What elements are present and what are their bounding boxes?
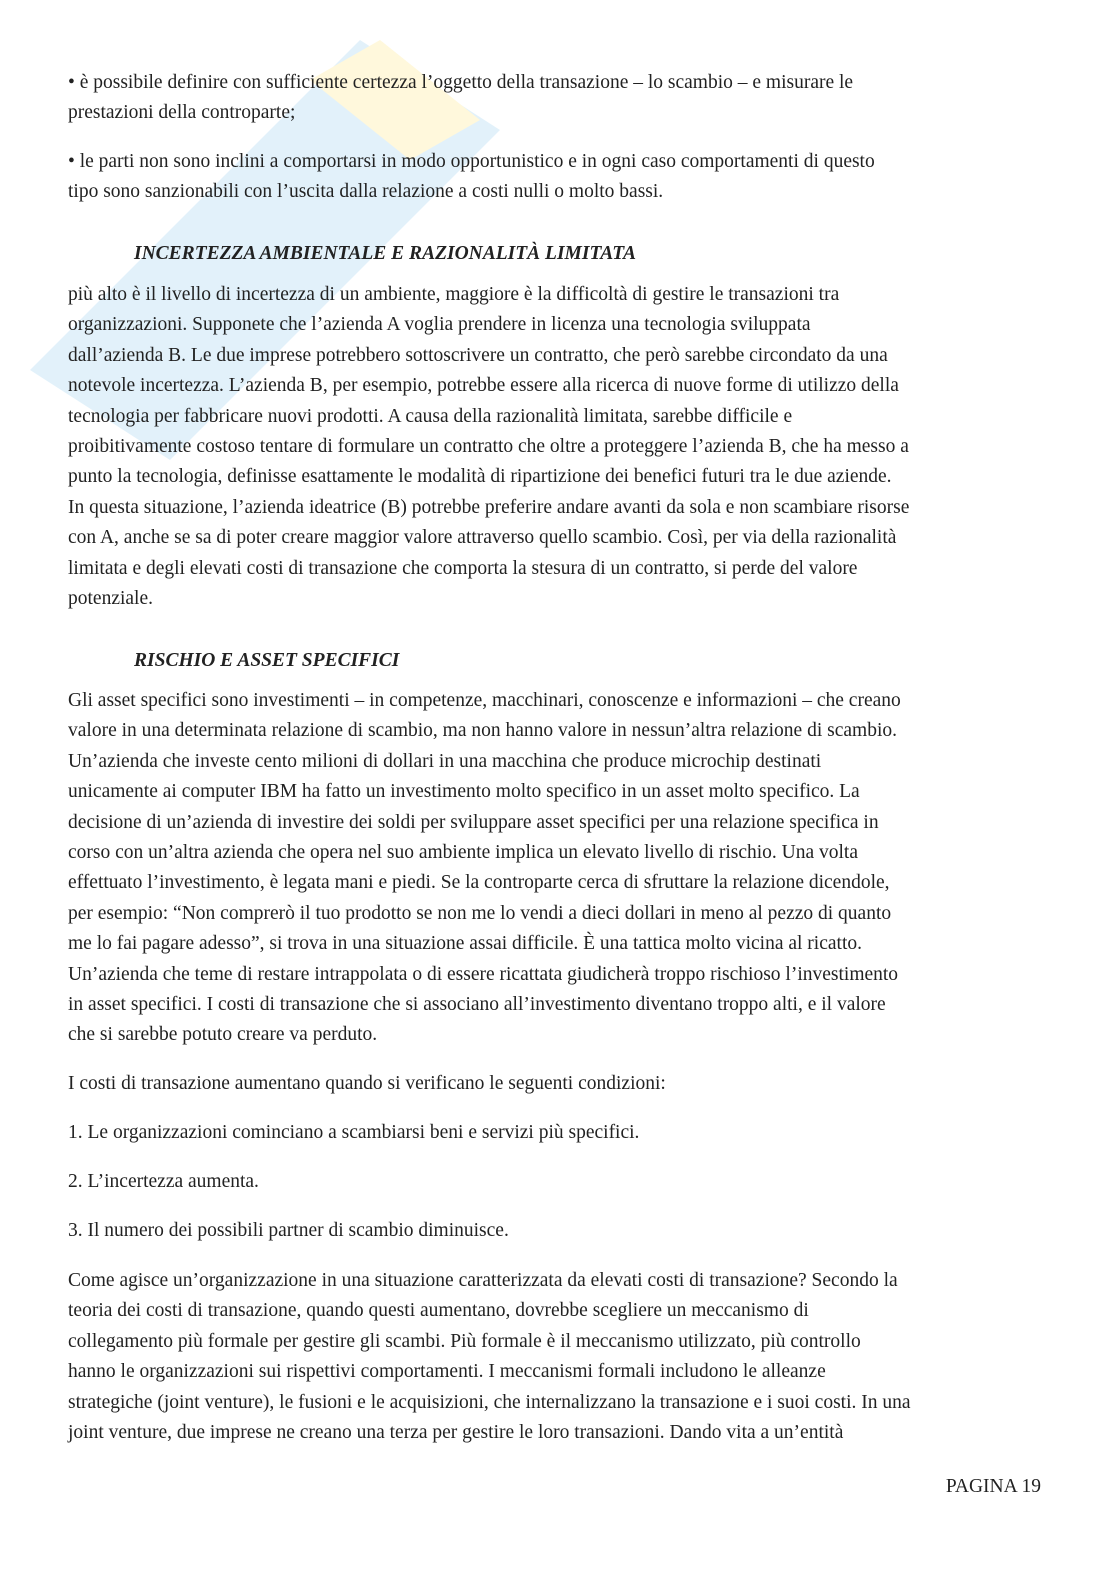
text-line: 2. L’incertezza aumenta. <box>68 1171 259 1192</box>
text-line: • le parti non sono inclini a comportarsi in modo opportunistico e in ogni caso comportamenti di questo <box>68 151 875 172</box>
text-line: notevole incertezza. L’azienda B, per esempio, potrebbe essere alla ricerca di nuove forme di utilizzo della <box>68 375 899 397</box>
text-line: tipo sono sanzionabili con l’uscita dalla relazione a costi nulli o molto bassi. <box>68 181 664 203</box>
text-line: valore in una determinata relazione di scambio, ma non hanno valore in nessun’altra relazione di scambio. <box>68 720 897 742</box>
text-line: proibitivamente costoso tentare di formulare un contratto che oltre a proteggere l’azienda B, che ha messo a <box>68 436 909 458</box>
text-line: decisione di un’azienda di investire dei soldi per sviluppare asset specifici per una relazione specifica in <box>68 811 879 833</box>
paragraph-intro <box>68 1069 666 1099</box>
text-line: Come agisce un’organizzazione in una situazione caratterizzata da elevati costi di transazione? Secondo la <box>68 1270 898 1291</box>
text-line: unicamente ai computer IBM ha fatto un investimento molto specifico in un asset molto specifico. La <box>68 781 860 803</box>
text-line: teoria dei costi di transazione, quando questi aumentano, dovrebbe scegliere un meccanismo di <box>68 1300 809 1322</box>
text-line: I costi di transazione aumentano quando si verificano le seguenti condizioni: <box>68 1073 666 1094</box>
text-line: organizzazioni. Supponete che l’azienda A voglia prendere in licenza una tecnologia sviluppata <box>68 314 811 336</box>
paragraph-incertezza <box>68 280 909 614</box>
text-line: prestazioni della controparte; <box>68 102 296 124</box>
text-line: in asset specifici. I costi di transazione che si associano all’investimento diventano troppo alti, e il valore <box>68 994 886 1016</box>
text-line: In questa situazione, l’azienda ideatrice (B) potrebbe preferire andare avanti da sola e non scambiare risorse <box>68 496 910 518</box>
bullet-2 <box>68 147 875 208</box>
text-line: dall’azienda B. Le due imprese potrebbero sottoscrivere un contratto, che però sarebbe circondato da una <box>68 344 888 366</box>
text-line: corso con un’altra azienda che opera nel suo ambiente implica un elevato livello di rischio. Una volta <box>68 842 859 864</box>
text-line: tecnologia per fabbricare nuovi prodotti. A causa della razionalità limitata, sarebbe difficile e <box>68 405 793 427</box>
text-line: per esempio: “Non comprerò il tuo prodotto se non me lo vendi a dieci dollari in meno al pezzo di quanto <box>68 902 892 924</box>
text-line: Gli asset specifici sono investimenti – in competenze, macchinari, conoscenze e informazioni – che creano <box>68 690 901 711</box>
text-line: Un’azienda che teme di restare intrappolata o di essere ricattata giudicherà troppo rischioso l’investimento <box>68 963 899 985</box>
text-line: 1. Le organizzazioni cominciano a scambiarsi beni e servizi più specifici. <box>68 1122 640 1143</box>
text-line: hanno le organizzazioni sui rispettivi comportamenti. I meccanismi formali includono le alleanze <box>68 1361 826 1383</box>
paragraph-asset-specifici <box>68 686 901 1051</box>
text-line: me lo fai pagare adesso”, si trova in una situazione assai difficile. È una tattica molto vicina al ricatto. <box>68 933 862 955</box>
text-line: potenziale. <box>68 588 153 610</box>
text-line: più alto è il livello di incertezza di un ambiente, maggiore è la difficoltà di gestire le transazioni tra <box>68 284 840 305</box>
text-line: che si sarebbe potuto creare va perduto. <box>68 1024 378 1046</box>
text-line: effettuato l’investimento, è legata mani e piedi. Se la controparte cerca di sfruttare la relazione dicendole, <box>68 872 890 894</box>
list-item-2 <box>68 1167 259 1197</box>
paragraph-meccanismi <box>68 1266 911 1448</box>
text-line: limitata e degli elevati costi di transazione che comporta la stesura di un contratto, si perde del valore <box>68 557 858 579</box>
section-heading-rischio: RISCHIO E ASSET SPECIFICI <box>134 650 400 671</box>
text-line: punto la tecnologia, definisse esattamente le modalità di ripartizione dei benefici futuri tra le due aziende. <box>68 466 892 488</box>
section-heading-incertezza: INCERTEZZA AMBIENTALE E RAZIONALITÀ LIMITATA <box>134 243 637 264</box>
text-line: con A, anche se sa di poter creare maggior valore attraverso quello scambio. Così, per via della razionalità <box>68 527 897 549</box>
list-item-1 <box>68 1118 639 1148</box>
text-line: Un’azienda che investe cento milioni di dollari in una macchina che produce microchip destinati <box>68 750 822 772</box>
text-line: collegamento più formale per gestire gli scambi. Più formale è il meccanismo utilizzato, più controllo <box>68 1330 861 1352</box>
bullet-1 <box>68 68 853 129</box>
text-line: joint venture, due imprese ne creano una terza per gestire le loro transazioni. Dando vita a un’entità <box>68 1422 844 1444</box>
list-item-3 <box>68 1216 509 1246</box>
text-line: • è possibile definire con sufficiente certezza l’oggetto della transazione – lo scambio – e misurare le <box>68 72 854 93</box>
text-line: strategiche (joint venture), le fusioni e le acquisizioni, che internalizzano la transazione e i suoi costi. In una <box>68 1391 911 1413</box>
text-line: 3. Il numero dei possibili partner di scambio diminuisce. <box>68 1220 509 1241</box>
page-number: PAGINA 19 <box>945 1476 1041 1497</box>
